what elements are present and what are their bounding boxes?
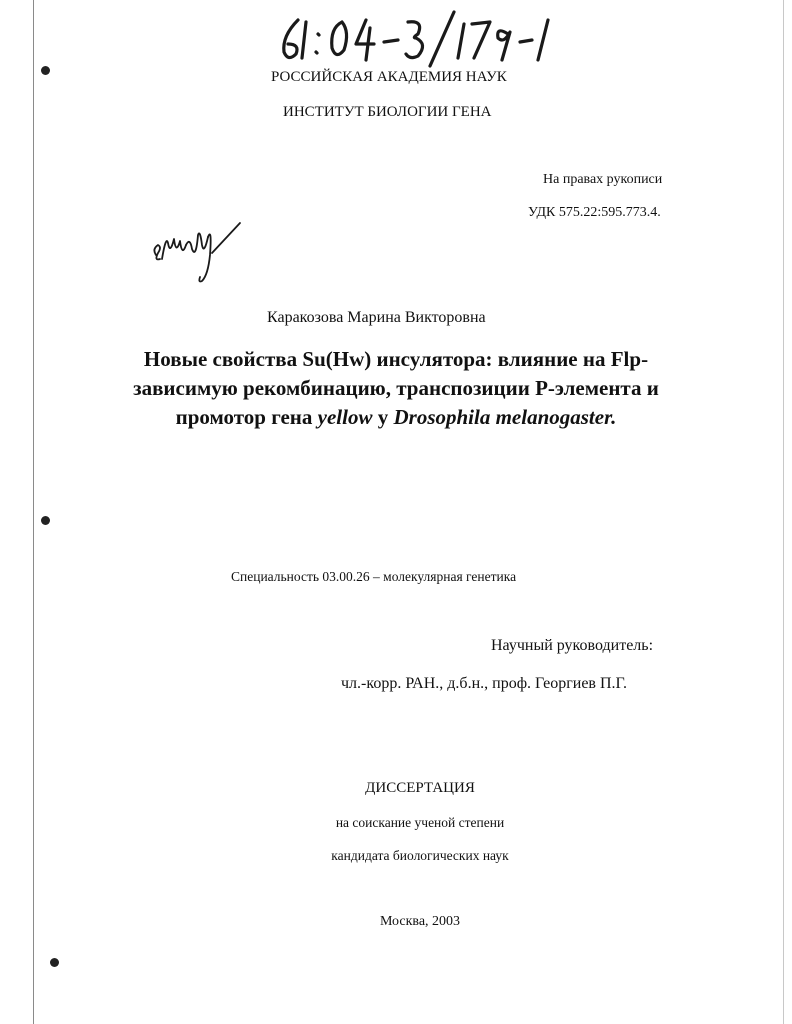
udc-code: УДК 575.22:595.773.4.	[528, 205, 661, 220]
title-organism: Drosophila melanogaster.	[393, 405, 617, 429]
supervisor-label: Научный руководитель:	[491, 637, 654, 654]
author-name: Каракозова Марина Викторовна	[267, 309, 486, 326]
archive-stamp-handwriting	[268, 8, 558, 68]
punch-hole-bottom	[50, 958, 59, 967]
title-preposition: у	[377, 405, 389, 429]
author-signature	[150, 215, 245, 290]
institute-name: ИНСТИТУТ БИОЛОГИИ ГЕНА	[283, 104, 492, 120]
manuscript-rights: На правах рукописи	[543, 172, 663, 187]
title-gene-name: yellow	[317, 405, 373, 429]
degree-line-1: на соискание ученой степени	[335, 815, 505, 830]
document-type: ДИССЕРТАЦИЯ	[365, 780, 475, 796]
title-main-text: Новые свойства Su(Hw) инсулятора: влияние на Flp-зависимую рекомбинацию, транспозиции P-элемента и промотор гена	[133, 347, 659, 429]
punch-hole-top	[41, 66, 50, 75]
academy-name: РОССИЙСКАЯ АКАДЕМИЯ НАУК	[271, 69, 507, 85]
page-margin-line	[33, 0, 34, 1024]
supervisor-name: чл.-корр. РАН., д.б.н., проф. Георгиев П.Г.	[341, 675, 627, 692]
dissertation-title	[110, 345, 682, 432]
place-and-year: Москва, 2003	[379, 914, 461, 929]
specialty: Специальность 03.00.26 – молекулярная генетика	[231, 569, 517, 584]
punch-hole-middle	[41, 516, 50, 525]
degree-line-2: кандидата биологических наук	[331, 848, 509, 863]
page-right-edge	[783, 0, 784, 1024]
